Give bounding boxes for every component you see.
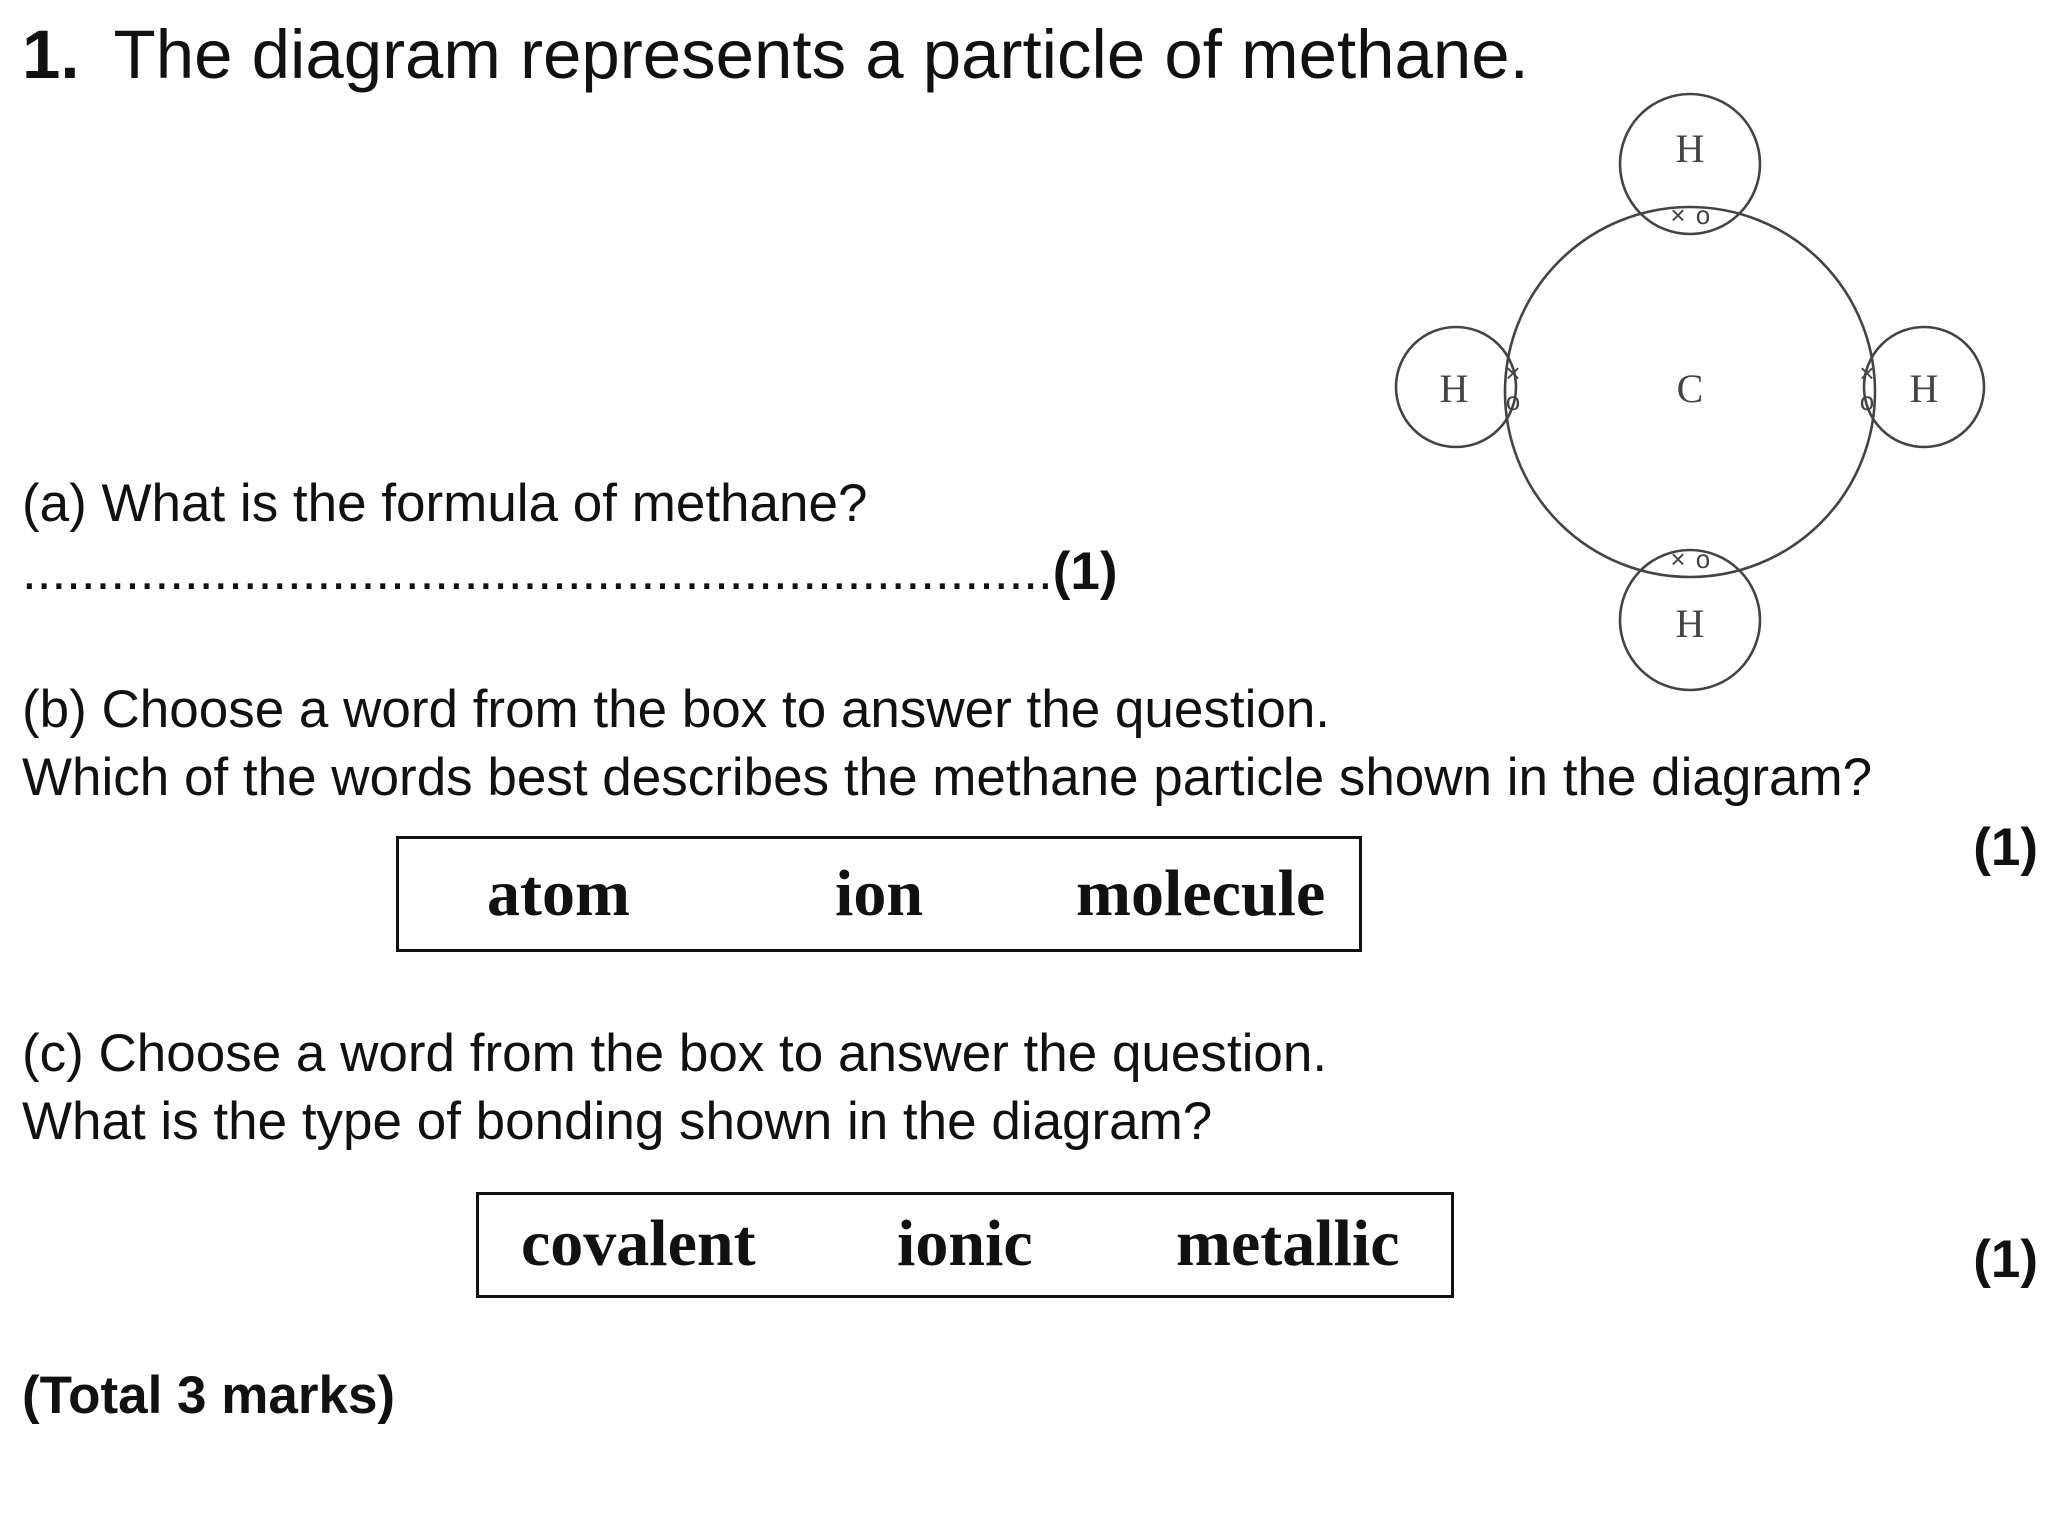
circle-electron-top: o	[1695, 200, 1711, 230]
part-b-word-box	[396, 836, 1362, 952]
part-c-question: What is the type of bonding shown in the diagram?	[22, 1092, 1213, 1151]
cross-electron-left: ×	[1505, 358, 1521, 388]
hydrogen-label-top: H	[1675, 126, 1705, 171]
option-ion[interactable]: ion	[835, 857, 924, 930]
part-a-answer-line[interactable]: ......................................................................	[22, 542, 1053, 601]
carbon-label: C	[1676, 366, 1704, 411]
circle-electron-left: o	[1505, 386, 1521, 416]
methane-diagram	[1390, 92, 1990, 692]
cross-electron-bottom: ×	[1670, 544, 1686, 574]
option-ionic[interactable]: ionic	[897, 1207, 1033, 1280]
hydrogen-label-right: H	[1909, 366, 1939, 411]
option-covalent[interactable]: covalent	[521, 1207, 756, 1280]
part-c-word-box	[476, 1192, 1454, 1298]
part-a-marks: (1)	[1052, 542, 1118, 601]
question-number: 1.	[22, 16, 80, 93]
cross-electron-right: ×	[1859, 358, 1875, 388]
question-title-text: The diagram represents a particle of methane.	[113, 16, 1529, 93]
part-b-prompt: (b) Choose a word from the box to answer the question.	[22, 680, 1331, 739]
hydrogen-label-left: H	[1439, 366, 1469, 411]
cross-electron-top: ×	[1670, 200, 1686, 230]
hydrogen-label-bottom: H	[1675, 601, 1705, 646]
option-atom[interactable]: atom	[487, 857, 630, 930]
part-b-marks: (1)	[1973, 818, 2038, 877]
question-title	[22, 14, 1529, 96]
option-metallic[interactable]: metallic	[1176, 1207, 1400, 1280]
option-molecule[interactable]: molecule	[1076, 857, 1326, 930]
circle-electron-bottom: o	[1695, 544, 1711, 574]
part-a-prompt: (a) What is the formula of methane?	[22, 474, 868, 533]
part-c-marks: (1)	[1973, 1230, 2038, 1289]
part-c-prompt: (c) Choose a word from the box to answer the question.	[22, 1024, 1328, 1083]
circle-electron-right: o	[1859, 386, 1875, 416]
part-b-question: Which of the words best describes the methane particle shown in the diagram?	[22, 748, 1873, 807]
total-marks: (Total 3 marks)	[22, 1366, 396, 1425]
part-a-answer-row	[22, 540, 1118, 604]
